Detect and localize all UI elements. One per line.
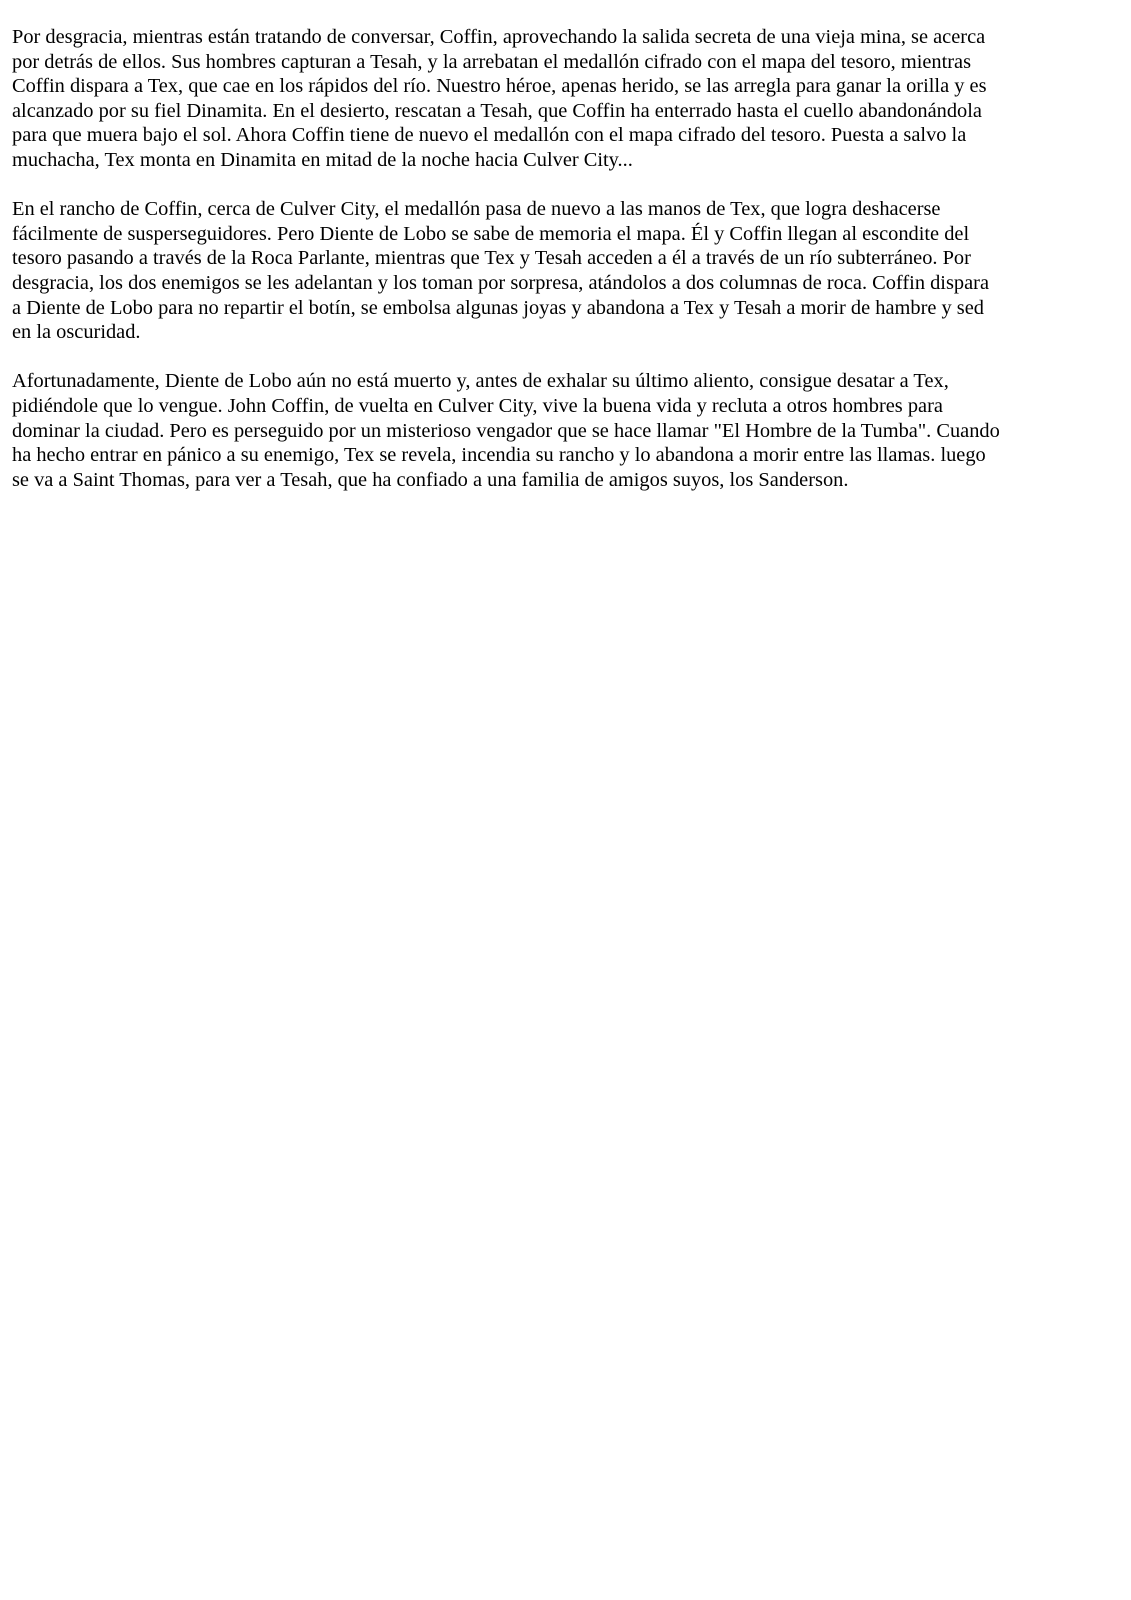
text-line: en la oscuridad. <box>12 321 141 344</box>
text-line: pidiéndole que lo vengue. John Coffin, de vuelta en Culver City, vive la buena vida y recluta a otros hombres para <box>12 394 943 417</box>
text-line: muchacha, Tex monta en Dinamita en mitad de la noche hacia Culver City... <box>12 148 633 171</box>
text-line: Coffin dispara a Tex, que cae en los rápidos del río. Nuestro héroe, apenas herido, se las arregla para ganar la orilla y es <box>12 75 987 98</box>
document-page <box>12 25 1119 517</box>
text-line: a Diente de Lobo para no repartir el botín, se embolsa algunas joyas y abandona a Tex y Tesah a morir de hambre y sed <box>12 296 984 319</box>
text-line: dominar la ciudad. Pero es perseguido por un misterioso vengador que se hace llamar "El Hombre de la Tumba". Cuando <box>12 419 1000 442</box>
paragraph-1 <box>12 25 1119 173</box>
text-line: fácilmente de susperseguidores. Pero Diente de Lobo se sabe de memoria el mapa. Él y Coffin llegan al escondite del <box>12 222 970 245</box>
paragraph-2 <box>12 197 1119 345</box>
paragraph-3 <box>12 369 1119 492</box>
text-line: alcanzado por su fiel Dinamita. En el desierto, rescatan a Tesah, que Coffin ha enterrado hasta el cuello abandonándola <box>12 99 982 122</box>
text-line: Afortunadamente, Diente de Lobo aún no está muerto y, antes de exhalar su último aliento, consigue desatar a Tex, <box>12 370 949 393</box>
text-line: para que muera bajo el sol. Ahora Coffin tiene de nuevo el medallón con el mapa cifrado del tesoro. Puesta a salvo la <box>12 124 967 147</box>
text-line: por detrás de ellos. Sus hombres capturan a Tesah, y la arrebatan el medallón cifrado con el mapa del tesoro, mientras <box>12 50 972 73</box>
text-line: se va a Saint Thomas, para ver a Tesah, que ha confiado a una familia de amigos suyos, los Sanderson. <box>12 468 849 491</box>
text-line: ha hecho entrar en pánico a su enemigo, Tex se revela, incendia su rancho y lo abandona a morir entre las llamas. luego <box>12 444 986 467</box>
text-line: tesoro pasando a través de la Roca Parlante, mientras que Tex y Tesah acceden a él a través de un río subterráneo. Por <box>12 247 971 270</box>
text-line: desgracia, los dos enemigos se les adelantan y los toman por sorpresa, atándolos a dos columnas de roca. Coffin dispara <box>12 271 989 294</box>
text-line: Por desgracia, mientras están tratando de conversar, Coffin, aprovechando la salida secreta de una vieja mina, se acerca <box>12 26 986 48</box>
text-line: En el rancho de Coffin, cerca de Culver City, el medallón pasa de nuevo a las manos de Tex, que logra deshacerse <box>12 198 941 221</box>
